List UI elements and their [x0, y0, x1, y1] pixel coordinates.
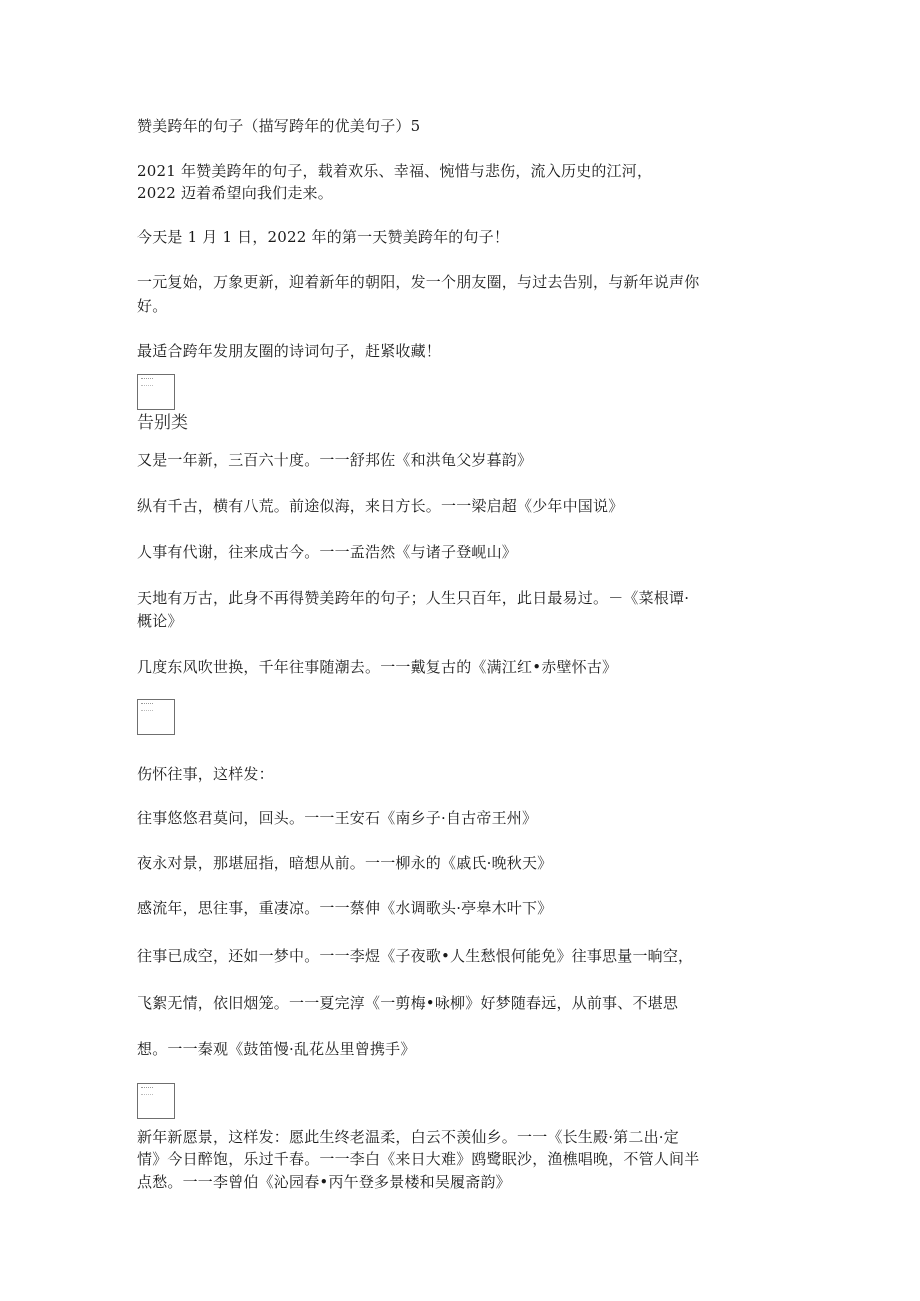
farewell-quote-4-line-1: 天地有万古，此身不再得赞美跨年的句子；人生只百年，此日最易过。－《菜根谭·	[137, 589, 690, 607]
wish-paragraph-line-1: 新年新愿景，这样发：愿此生终老温柔，白云不羡仙乡。一一《长生殿·第二出·定	[137, 1128, 679, 1146]
farewell-quote-3: 人事有代谢，往来成古今。一一孟浩然《与诸子登岘山》	[137, 543, 518, 561]
paragraph-collect: 最适合跨年发朋友圈的诗词句子，赶紧收藏！	[137, 342, 442, 360]
paragraph-new-line-2: 好。	[137, 297, 168, 315]
wish-paragraph-line-2: 情》今日醉饱，乐过千春。一一李白《来日大难》鸥鹭眠沙，渔樵唱晚，不管人间半	[137, 1150, 700, 1168]
nostalgia-quote-2: 夜永对景，那堪屈指，暗想从前。一一柳永的《戚氏·晚秋天》	[137, 854, 553, 872]
wish-paragraph-line-3: 点愁。一一李曾伯《沁园春•丙午登多景楼和吴履斋韵》	[137, 1173, 511, 1191]
broken-image-icon	[137, 699, 175, 735]
section-heading-farewell: 告别类	[137, 413, 188, 433]
nostalgia-quote-3: 感流年，思往事，重凄凉。一一蔡伸《水调歌头·亭皋木叶下》	[137, 899, 553, 917]
paragraph-today: 今天是 1 月 1 日，2022 年的第一天赞美跨年的句子！	[137, 228, 510, 246]
nostalgia-quote-4-line-2: 飞絮无情，依旧烟笼。一一夏完淳《一剪梅•咏柳》好梦随春远，从前事、不堪思	[137, 994, 679, 1012]
intro-line-2: 2022 迈着希望向我们走来。	[137, 184, 333, 202]
intro-line-1: 2021 年赞美跨年的句子，载着欢乐、幸福、惋惜与悲伤，流入历史的江河，	[137, 162, 653, 180]
nostalgia-quote-4-line-1: 往事已成空，还如一梦中。一一李煜《子夜歌•人生愁恨何能免》往事思量一晌空，	[137, 947, 694, 965]
document-title: 赞美跨年的句子（描写跨年的优美句子）5	[137, 117, 421, 135]
section-heading-nostalgia: 伤怀往事，这样发：	[137, 765, 274, 783]
farewell-quote-4-line-2: 概论》	[137, 612, 183, 630]
nostalgia-quote-1: 往事悠悠君莫问，回头。一一王安石《南乡子·自古帝王州》	[137, 809, 538, 827]
farewell-quote-2: 纵有千古，横有八荒。前途似海，来日方长。一一梁启超《少年中国说》	[137, 497, 624, 515]
farewell-quote-1: 又是一年新，三百六十度。一一舒邦佐《和洪龟父岁暮韵》	[137, 451, 533, 469]
paragraph-new-line-1: 一元复始，万象更新，迎着新年的朝阳，发一个朋友圈，与过去告别，与新年说声你	[137, 273, 700, 291]
nostalgia-quote-4-line-3: 想。一一秦观《鼓笛慢·乱花丛里曾携手》	[137, 1040, 416, 1058]
broken-image-icon	[137, 1083, 175, 1119]
farewell-quote-5: 几度东风吹世换，千年往事随潮去。一一戴复古的《满江红•赤壁怀古》	[137, 658, 618, 676]
broken-image-icon	[137, 374, 175, 410]
